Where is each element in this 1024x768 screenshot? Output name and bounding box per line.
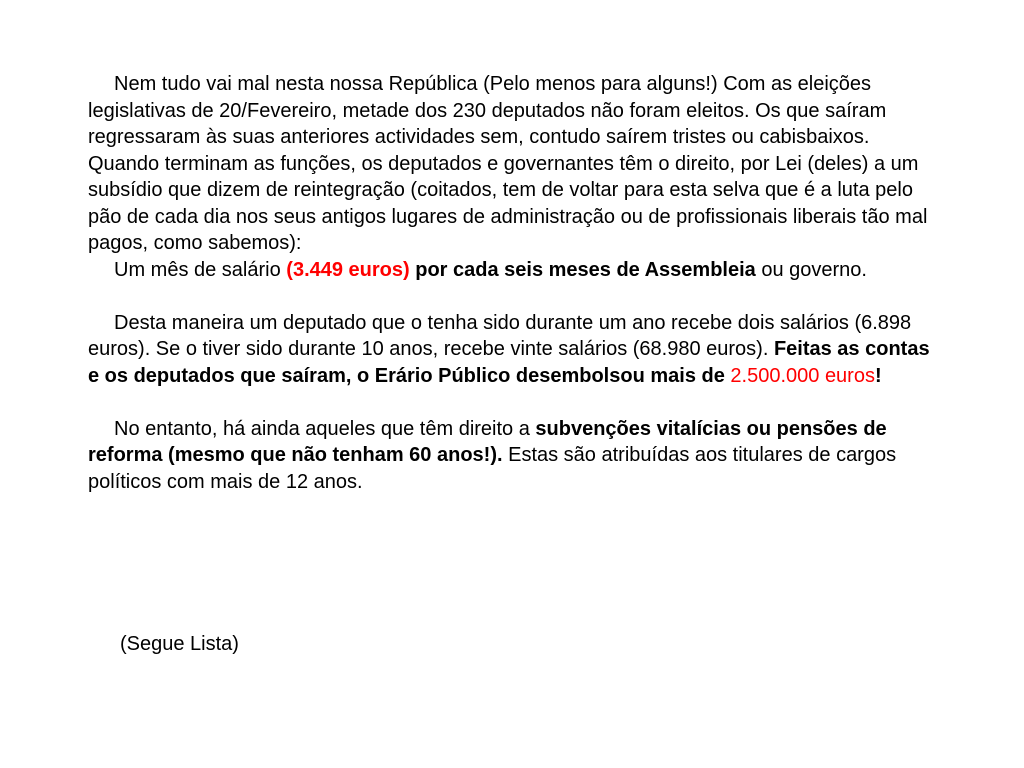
calculation-exclamation: !: [874, 364, 882, 387]
salary-bold-text: por cada seis meses de Assembleia: [409, 258, 756, 281]
paragraph-salary: [88, 257, 938, 284]
subsidies-text-before: No entanto, há ainda aqueles que têm direito a: [114, 417, 536, 440]
calculation-total-amount: 2.500.000 euros: [730, 364, 875, 387]
document-body: [88, 71, 938, 495]
paragraph-calculation: [88, 310, 938, 390]
calculation-text-before: Desta maneira um deputado que o tenha sido durante um ano recebe dois salários (6.898 euros). Se o tiver sido durante 10 anos, recebe vinte salários (68.980 euros).: [88, 311, 912, 360]
paragraph-subsidies: [88, 416, 938, 496]
paragraph-gap: [88, 389, 938, 416]
segue-lista-note: (Segue Lista): [120, 633, 239, 655]
intro-text: Nem tudo vai mal nesta nossa República (Pelo menos para alguns!) Com as eleições legislativas de 20/Fevereiro, metade dos 230 deputados não foram eleitos. Os que saíram regressaram às suas anteriores actividades sem, contudo saírem tristes ou cabisbaixos. Quando terminam as funções, os deputados e governantes têm o direito, por Lei (deles) a um subsídio que dizem de reintegração (coitados, tem de voltar para esta selva que é a luta pelo pão de cada dia nos seus antigos lugares de administração ou de profissionais liberais tão mal pagos, como sabemos):: [88, 73, 928, 254]
calculation-bold-text: Feitas as contas e os deputados que saíram, o Erário Público desembolsou mais de: [88, 338, 930, 387]
salary-amount: (3.449 euros): [286, 258, 410, 281]
paragraph-intro: [88, 71, 938, 257]
subsidies-bold-text: subvenções vitalícias ou pensões de reforma (mesmo que não tenham 60 anos!).: [88, 417, 887, 466]
subsidies-text-after: Estas são atribuídas aos titulares de cargos políticos com mais de 12 anos.: [88, 444, 897, 493]
paragraph-gap: [88, 283, 938, 310]
salary-text-before: Um mês de salário: [114, 258, 287, 281]
salary-text-after: ou governo.: [755, 258, 867, 281]
